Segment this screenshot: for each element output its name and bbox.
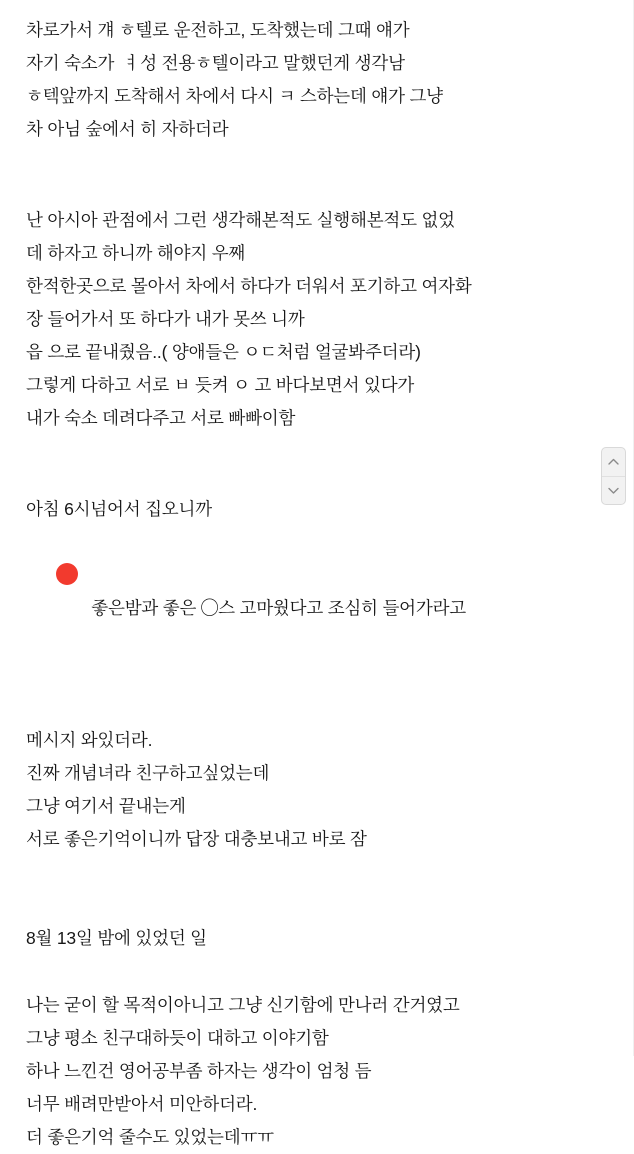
redacted-text: 좋은밤과 좋은 ◯스 고마웠다고 조심히 들어가라고 [91,598,466,618]
text-line: 난 아시아 관점에서 그런 생각해본적도 실행해본적도 없었 [26,210,455,230]
text-line-redacted [26,526,612,724]
text-line: 내가 숙소 데려다주고 서로 빠빠이함 [26,408,296,428]
scroll-stepper[interactable] [601,447,626,505]
text-line: 더 좋은기억 줄수도 있었는데ㅠㅠ [26,1127,274,1147]
paragraph-2 [26,204,612,435]
scroll-up-icon[interactable] [602,448,625,476]
paragraph-spacer [26,435,612,493]
text-line: 그냥 여기서 끝내는게 [26,796,186,816]
text-line: 그렇게 다하고 서로 ㅂ 듯켜 ㅇ 고 바다보면서 있다가 [26,375,415,395]
text-line: 나는 굳이 할 목적이아니고 그냥 신기함에 만나러 간거였고 [26,995,460,1015]
text-line: 서로 좋은기억이니까 답장 대충보내고 바로 잠 [26,829,367,849]
text-line: 차 아님 숲에서 히 자하더라 [26,119,229,139]
paragraph-spacer [26,856,612,922]
text-line: 하나 느낀건 영어공부좀 하자는 생각이 엄청 듬 [26,1061,372,1081]
paragraph-spacer [26,146,612,204]
scroll-down-icon[interactable] [602,477,625,505]
redaction-mark [54,559,466,691]
paragraph-4-date-heading [26,922,612,955]
text-line: 장 들어가서 또 하다가 내가 못쓰 니까 [26,309,305,329]
text-line: 읍 으로 끝내줬음..( 양애들은 ㅇㄷ처럼 얼굴봐주더라) [26,342,421,362]
text-line: 차로가서 걔 ㅎ텔로 운전하고, 도착했는데 그때 얘가 [26,20,410,40]
paragraph-spacer [26,955,612,989]
text-line: ㅎ텍앞까지 도착해서 차에서 다시 ㅋ 스하는데 얘가 그냥 [26,86,443,106]
paragraph-1 [26,14,612,146]
text-line: 아침 6시넘어서 집오니까 [26,499,212,519]
text-line: 메시지 와있더라. [26,730,153,750]
date-heading: 8월 13일 밤에 있었던 일 [26,928,207,948]
text-line: 너무 배려만받아서 미안하더라. [26,1094,258,1114]
text-line: 자기 숙소가 ㅕ성 전용ㅎ텔이라고 말했던게 생각남 [26,53,405,73]
paragraph-5 [26,989,612,1154]
paragraph-3 [26,493,612,856]
text-line: 그냥 평소 친구대하듯이 대하고 이야기함 [26,1028,329,1048]
text-line: 진짜 개념녀라 친구하고싶었는데 [26,763,270,783]
text-line: 한적한곳으로 몰아서 차에서 하다가 더워서 포기하고 여자화 [26,276,472,296]
text-line: 데 하자고 하니까 해야지 우째 [26,243,246,263]
redaction-dot-icon [56,563,78,585]
